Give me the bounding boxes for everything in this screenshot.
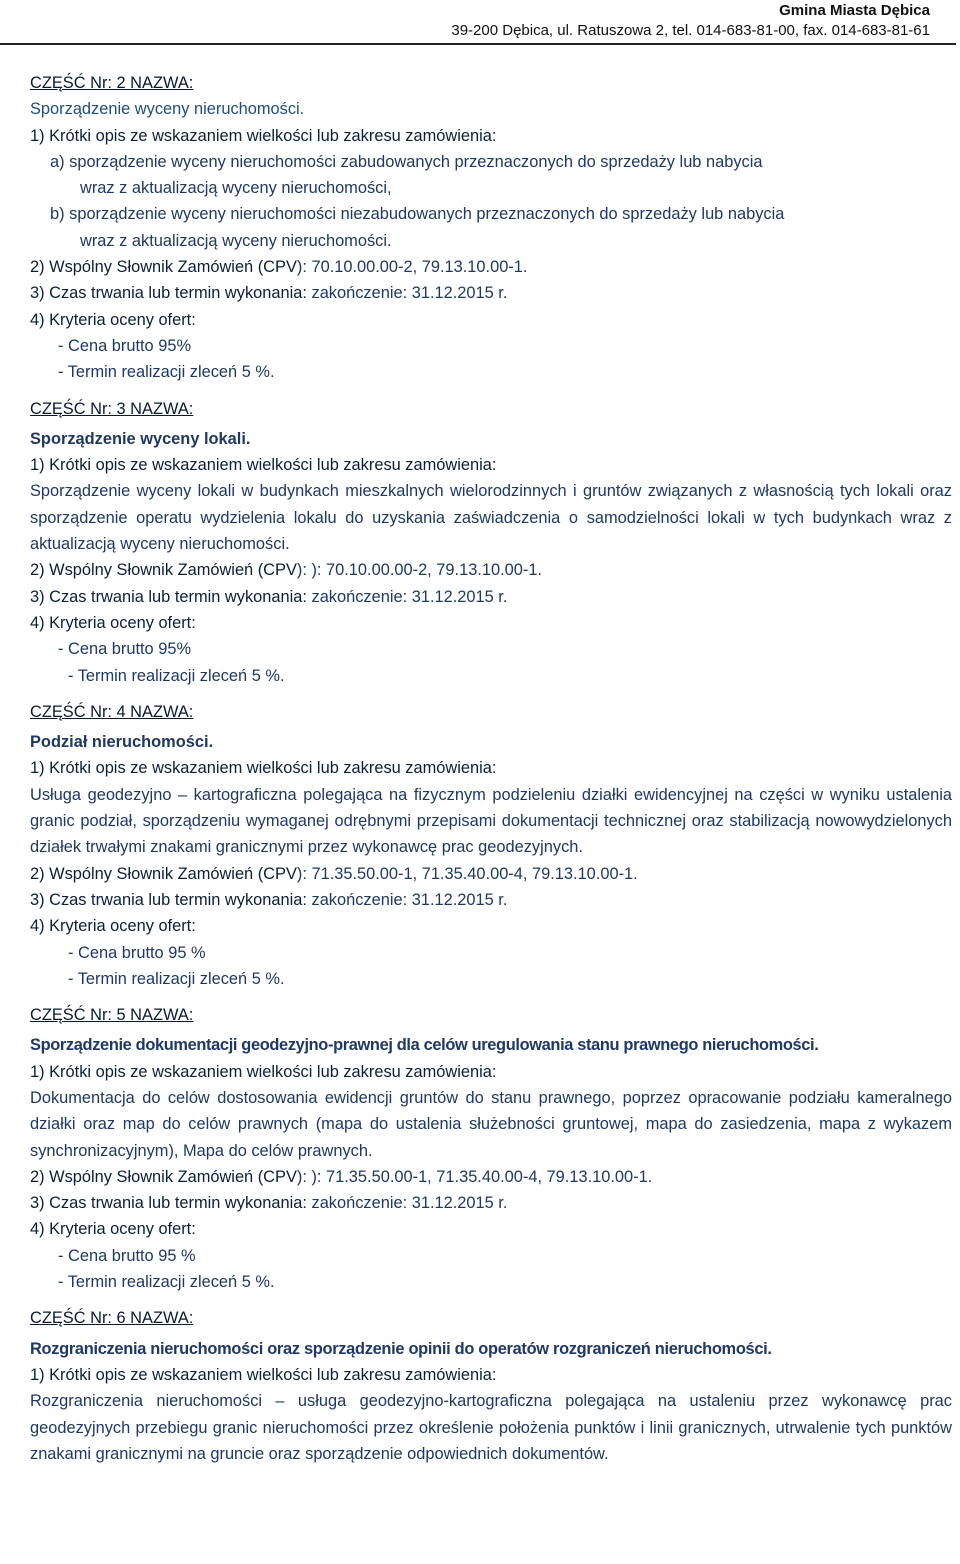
organization-address: 39-200 Dębica, ul. Ratuszowa 2, tel. 014-683-81-00, fax. 014-683-81-61 — [451, 22, 930, 39]
czas-value: zakończenie: 31.12.2015 r. — [311, 587, 508, 606]
czas-label: 3) Czas trwania lub termin wykonania: — [30, 890, 307, 909]
cpv-label: 2) Wspólny Słownik Zamówień (CPV — [30, 258, 297, 277]
part-5 — [30, 1002, 952, 1295]
part-title: Podział nieruchomości. — [30, 733, 214, 752]
opis-line: wraz z aktualizacją wyceny nieruchomości. — [80, 231, 392, 250]
opis-label: 1) Krótki opis ze wskazaniem wielkości lub zakresu zamówienia: — [30, 1365, 497, 1384]
cpv-line — [30, 1164, 952, 1190]
cpv-value: ): ): 71.35.50.00-1, 71.35.40.00-4, 79.13.10.00-1. — [296, 1167, 653, 1186]
opis-text: Dokumentacja do celów dostosowania ewidencji gruntów do stanu prawnego, poprzez opracowanie podziału kameralnego działki oraz map do celów prawnych (mapa do ustalenia służebności gruntowej, mapa do zasiedzenia, mapa z wykazem synchronizacyjnym), Mapa do celów prawnych. — [30, 1088, 952, 1160]
part-label: CZĘŚĆ Nr: 3 NAZWA: — [30, 399, 194, 418]
opis-line: a) sporządzenie wyceny nieruchomości zabudowanych przeznaczonych do sprzedaży lub nabycia — [50, 152, 763, 171]
part-title: Rozgraniczenia nieruchomości oraz sporządzenie opinii do operatów rozgraniczeń nieruchomości. — [30, 1339, 772, 1358]
kryterium-termin: - Termin realizacji zleceń 5 %. — [58, 1273, 275, 1292]
czas-value: zakończenie: 31.12.2015 r. — [311, 1194, 508, 1213]
kryterium-termin: - Termin realizacji zleceń 5 %. — [58, 363, 275, 382]
kryterium-cena: - Cena brutto 95 % — [58, 1246, 196, 1265]
opis-line: wraz z aktualizacją wyceny nieruchomości, — [80, 179, 392, 198]
cpv-label: 2) Wspólny Słownik Zamówień (CPV — [30, 561, 297, 580]
kryteria-label: 4) Kryteria oceny ofert: — [30, 1220, 196, 1239]
part-title: Sporządzenie dokumentacji geodezyjno-prawnej dla celów uregulowania stanu prawnego nieruchomości. — [30, 1036, 819, 1055]
part-4 — [30, 699, 952, 992]
part-2 — [30, 70, 952, 386]
kryterium-termin: - Termin realizacji zleceń 5 %. — [68, 666, 285, 685]
document-body — [30, 70, 952, 1467]
czas-line — [30, 584, 952, 610]
kryteria-label: 4) Kryteria oceny ofert: — [30, 917, 196, 936]
opis-label: 1) Krótki opis ze wskazaniem wielkości lub zakresu zamówienia: — [30, 759, 497, 778]
czas-value: zakończenie: 31.12.2015 r. — [311, 284, 508, 303]
part-label: CZĘŚĆ Nr: 4 NAZWA: — [30, 702, 194, 721]
kryteria-label: 4) Kryteria oceny ofert: — [30, 613, 196, 632]
czas-line — [30, 887, 952, 913]
kryteria-label: 4) Kryteria oceny ofert: — [30, 310, 196, 329]
kryterium-cena: - Cena brutto 95% — [58, 640, 192, 659]
page-header — [451, 0, 930, 41]
part-title: Sporządzenie wyceny nieruchomości. — [30, 100, 305, 119]
header-divider — [0, 43, 956, 45]
opis-line: b) sporządzenie wyceny nieruchomości niezabudowanych przeznaczonych do sprzedaży lub nabycia — [50, 205, 785, 224]
part-label: CZĘŚĆ Nr: 6 NAZWA: — [30, 1309, 194, 1328]
cpv-line — [30, 861, 952, 887]
cpv-label: 2) Wspólny Słownik Zamówień (CPV — [30, 864, 297, 883]
czas-line — [30, 280, 952, 306]
cpv-value: ): ): 70.10.00.00-2, 79.13.10.00-1. — [296, 561, 543, 580]
part-6 — [30, 1305, 952, 1467]
cpv-line — [30, 557, 952, 583]
kryterium-cena: - Cena brutto 95% — [58, 336, 192, 355]
czas-label: 3) Czas trwania lub termin wykonania: — [30, 1194, 307, 1213]
opis-text: Rozgraniczenia nieruchomości – usługa geodezyjno-kartograficzna polegająca na ustaleniu przez wykonawcę prac geodezyjnych przebiegu granic nieruchomości przez określenie położenia punktów i linii granicznych, utrwalenie tych punktów znakami granicznymi na gruncie oraz sporządzenie odpowiednich dokumentów. — [30, 1392, 952, 1463]
opis-label: 1) Krótki opis ze wskazaniem wielkości lub zakresu zamówienia: — [30, 1062, 497, 1081]
part-title: Sporządzenie wyceny lokali. — [30, 429, 251, 448]
cpv-value: ): 71.35.50.00-1, 71.35.40.00-4, 79.13.10.00-1. — [296, 864, 638, 883]
part-3 — [30, 396, 952, 689]
part-label: CZĘŚĆ Nr: 2 NAZWA: — [30, 74, 194, 92]
czas-line — [30, 1190, 952, 1216]
opis-label: 1) Krótki opis ze wskazaniem wielkości lub zakresu zamówienia: — [30, 456, 497, 475]
czas-label: 3) Czas trwania lub termin wykonania: — [30, 587, 307, 606]
part-label: CZĘŚĆ Nr: 5 NAZWA: — [30, 1006, 194, 1025]
opis-text: Usługa geodezyjno – kartograficzna polegająca na fizycznym podzieleniu działki ewidencyjnej na części w wyniku ustalenia granic podział, sporządzeniu wymaganej odrębnymi przepisami dokumentacji technicznej oraz stabilizacją nowowydzielonych działek trwałymi znakami granicznymi przez wykonawcę prac geodezyjnych. — [30, 785, 952, 857]
organization-name: Gmina Miasta Dębica — [779, 2, 930, 19]
cpv-value: ): 70.10.00.00-2, 79.13.10.00-1. — [296, 258, 528, 277]
cpv-line — [30, 254, 952, 280]
kryterium-cena: - Cena brutto 95 % — [68, 943, 206, 962]
opis-label: 1) Krótki opis ze wskazaniem wielkości lub zakresu zamówienia: — [30, 126, 497, 145]
opis-text: Sporządzenie wyceny lokali w budynkach mieszkalnych wielorodzinnych i gruntów związanych z własnością tych lokali oraz sporządzenie operatu wydzielenia lokalu do uzyskania zaświadczenia o samodzielności lokali w tych budynkach wraz z aktualizacją wyceny nieruchomości. — [30, 482, 952, 554]
czas-label: 3) Czas trwania lub termin wykonania: — [30, 284, 307, 303]
kryterium-termin: - Termin realizacji zleceń 5 %. — [68, 969, 285, 988]
cpv-label: 2) Wspólny Słownik Zamówień (CPV — [30, 1167, 297, 1186]
czas-value: zakończenie: 31.12.2015 r. — [311, 890, 508, 909]
